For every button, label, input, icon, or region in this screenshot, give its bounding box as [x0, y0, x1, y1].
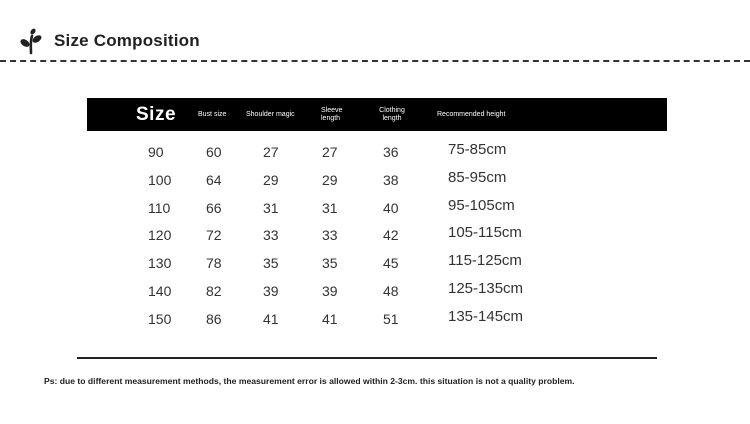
- table-row: [87, 168, 667, 200]
- column-header-clothing: Clothing length: [379, 106, 405, 122]
- table-cell: 36: [383, 144, 399, 160]
- section-header: [18, 26, 200, 56]
- table-cell: 42: [383, 227, 399, 244]
- table-cell: 90: [148, 144, 164, 160]
- measurement-note: Ps: due to different measurement methods, the measurement error is allowed within 2-3cm. this situation is not a quality problem.: [44, 376, 575, 386]
- table-cell: 41: [322, 310, 338, 327]
- table-cell: 27: [322, 144, 338, 160]
- table-cell: 105-115cm: [448, 224, 522, 242]
- table-cell: 38: [383, 171, 399, 188]
- table-body: [87, 141, 667, 339]
- table-row: [87, 279, 667, 311]
- table-cell: 45: [383, 255, 399, 272]
- table-row: [87, 224, 667, 255]
- table-row: [87, 252, 667, 283]
- table-cell: 31: [322, 199, 338, 216]
- table-cell: 120: [148, 227, 172, 244]
- table-cell: 150: [148, 310, 172, 327]
- table-cell: 64: [206, 171, 222, 188]
- column-header-height: Recommended height: [437, 110, 506, 118]
- table-cell: 78: [206, 255, 222, 272]
- table-cell: 51: [383, 310, 399, 327]
- column-header-bust: Bust size: [198, 110, 227, 118]
- table-cell: 41: [263, 310, 279, 327]
- table-cell: 31: [263, 199, 279, 216]
- table-cell: 66: [206, 199, 222, 216]
- table-cell: 39: [322, 282, 338, 299]
- table-cell: 72: [206, 227, 222, 244]
- table-cell: 100: [148, 171, 172, 188]
- table-cell: 110: [148, 199, 171, 216]
- dashed-divider: [0, 60, 750, 62]
- table-header: [87, 98, 667, 131]
- page-title: Size Composition: [54, 31, 200, 50]
- table-cell: 135-145cm: [448, 307, 524, 325]
- table-cell: 40: [383, 199, 399, 216]
- table-cell: 140: [148, 282, 172, 299]
- table-cell: 27: [263, 144, 279, 160]
- table-cell: 60: [206, 144, 222, 160]
- table-cell: 115-125cm: [448, 252, 522, 270]
- table-cell: 39: [263, 282, 279, 299]
- table-cell: 125-135cm: [448, 279, 524, 297]
- column-header-sleeve: Sleeve length: [321, 106, 343, 122]
- table-row: [87, 307, 667, 339]
- table-cell: 86: [206, 310, 222, 327]
- table-cell: 33: [322, 227, 338, 244]
- sprout-icon: [18, 27, 44, 55]
- table-cell: 35: [263, 255, 279, 272]
- table-cell: 33: [263, 227, 279, 244]
- table-cell: 130: [148, 255, 172, 272]
- size-table: [87, 98, 667, 327]
- table-cell: 29: [322, 171, 338, 188]
- table-cell: 48: [383, 282, 399, 299]
- table-row: [87, 196, 667, 228]
- table-row: [87, 141, 667, 172]
- table-cell: 35: [322, 255, 338, 272]
- table-cell: 85-95cm: [448, 168, 507, 186]
- table-cell: 82: [206, 282, 222, 299]
- column-header-shoulder: Shoulder magic: [246, 110, 295, 118]
- table-cell: 95-105cm: [448, 196, 515, 214]
- column-header-size: Size: [136, 103, 177, 125]
- bottom-divider: [77, 357, 657, 359]
- table-cell: 29: [263, 171, 279, 188]
- table-cell: 75-85cm: [448, 141, 507, 158]
